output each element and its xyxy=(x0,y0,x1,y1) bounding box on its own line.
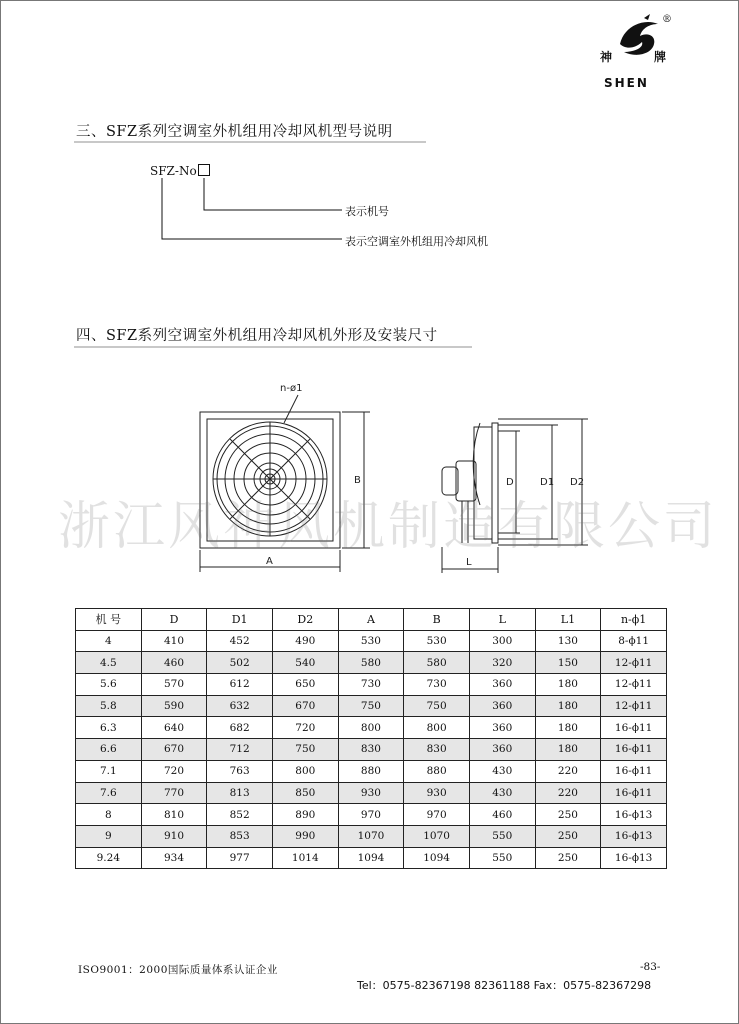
table-cell: 490 xyxy=(272,630,338,652)
table-cell: 180 xyxy=(535,695,601,717)
table-cell: 930 xyxy=(338,782,404,804)
model-box-icon xyxy=(198,164,210,176)
table-cell: 650 xyxy=(272,674,338,696)
table-cell: 16-ϕ13 xyxy=(601,825,667,847)
table-cell: 1070 xyxy=(404,825,470,847)
table-cell: 1014 xyxy=(272,847,338,869)
table-cell: 5.6 xyxy=(76,674,142,696)
table-cell: 830 xyxy=(404,739,470,761)
table-cell: 9.24 xyxy=(76,847,142,869)
table-cell: 810 xyxy=(141,804,207,826)
table-cell: 750 xyxy=(404,695,470,717)
table-cell: 580 xyxy=(338,652,404,674)
table-cell: 880 xyxy=(404,760,470,782)
table-cell: 1094 xyxy=(338,847,404,869)
table-cell: 800 xyxy=(338,717,404,739)
table-cell: 570 xyxy=(141,674,207,696)
table-cell: 5.8 xyxy=(76,695,142,717)
header-cell: D xyxy=(141,609,207,631)
table-cell: 430 xyxy=(469,760,535,782)
table-cell: 1070 xyxy=(338,825,404,847)
table-cell: 800 xyxy=(404,717,470,739)
table-cell: 220 xyxy=(535,760,601,782)
table-cell: 763 xyxy=(207,760,273,782)
table-cell: 934 xyxy=(141,847,207,869)
header-cell: n-ϕ1 xyxy=(601,609,667,631)
label-b: B xyxy=(354,475,361,486)
table-cell: 16-ϕ11 xyxy=(601,760,667,782)
note-fan-type: 表示空调室外机组用冷却风机 xyxy=(345,235,488,248)
table-cell: 540 xyxy=(272,652,338,674)
model-code-text: SFZ-No xyxy=(150,164,197,178)
table-cell: 590 xyxy=(141,695,207,717)
certification-text: ISO9001：2000国际质量体系认证企业 xyxy=(78,964,278,976)
table-row xyxy=(76,717,667,739)
table-cell: 530 xyxy=(338,630,404,652)
dimension-table xyxy=(75,608,667,869)
section3-underline xyxy=(74,141,426,143)
table-cell: 460 xyxy=(469,804,535,826)
table-cell: 830 xyxy=(338,739,404,761)
table-cell: 970 xyxy=(404,804,470,826)
table-row xyxy=(76,847,667,869)
table-cell: 452 xyxy=(207,630,273,652)
table-cell: 1094 xyxy=(404,847,470,869)
table-cell: 850 xyxy=(272,782,338,804)
table-cell: 16-ϕ11 xyxy=(601,782,667,804)
table-row xyxy=(76,630,667,652)
table-row xyxy=(76,674,667,696)
table-cell: 813 xyxy=(207,782,273,804)
table-cell: 853 xyxy=(207,825,273,847)
header-cell: L1 xyxy=(535,609,601,631)
table-cell: 720 xyxy=(272,717,338,739)
table-cell: 890 xyxy=(272,804,338,826)
table-cell: 6.6 xyxy=(76,739,142,761)
page-number: -83- xyxy=(640,961,661,973)
table-cell: 220 xyxy=(535,782,601,804)
note-machine-number: 表示机号 xyxy=(345,205,389,218)
table-cell: 8 xyxy=(76,804,142,826)
table-cell: 750 xyxy=(338,695,404,717)
table-cell: 9 xyxy=(76,825,142,847)
company-watermark: 浙江风神风机制造有限公司 xyxy=(58,497,719,557)
logo-char-left: 神 xyxy=(600,50,613,64)
table-cell: 612 xyxy=(207,674,273,696)
table-cell: 8-ϕ11 xyxy=(601,630,667,652)
table-cell: 977 xyxy=(207,847,273,869)
table-cell: 180 xyxy=(535,717,601,739)
table-cell: 250 xyxy=(535,825,601,847)
table-cell: 770 xyxy=(141,782,207,804)
table-cell: 430 xyxy=(469,782,535,804)
section3-title: 三、SFZ系列空调室外机组用冷却风机型号说明 xyxy=(76,124,393,140)
registered-mark: ® xyxy=(662,14,672,25)
table-cell: 150 xyxy=(535,652,601,674)
section4-title: 四、SFZ系列空调室外机组用冷却风机外形及安装尺寸 xyxy=(76,328,438,344)
table-cell: 852 xyxy=(207,804,273,826)
table-cell: 4.5 xyxy=(76,652,142,674)
table-cell: 530 xyxy=(404,630,470,652)
header-cell: D2 xyxy=(272,609,338,631)
table-cell: 250 xyxy=(535,847,601,869)
table-row xyxy=(76,652,667,674)
table-cell: 410 xyxy=(141,630,207,652)
table-cell: 300 xyxy=(469,630,535,652)
table-cell: 7.1 xyxy=(76,760,142,782)
table-header-row xyxy=(76,609,667,631)
table-row xyxy=(76,760,667,782)
table-cell: 910 xyxy=(141,825,207,847)
table-cell: 130 xyxy=(535,630,601,652)
logo-text: SHEN xyxy=(604,76,649,90)
table-cell: 550 xyxy=(469,825,535,847)
label-n-phi: n-ø1 xyxy=(280,383,303,394)
table-cell: 180 xyxy=(535,739,601,761)
contact-info: Tel：0575-82367198 82361188 Fax：0575-82367298 xyxy=(357,979,652,992)
table-cell: 800 xyxy=(272,760,338,782)
table-cell: 880 xyxy=(338,760,404,782)
table-cell: 360 xyxy=(469,695,535,717)
table-cell: 360 xyxy=(469,674,535,696)
brand-logo xyxy=(600,14,676,94)
table-cell: 670 xyxy=(141,739,207,761)
table-row xyxy=(76,804,667,826)
table-row xyxy=(76,695,667,717)
table-cell: 720 xyxy=(141,760,207,782)
logo-char-right: 牌 xyxy=(654,50,667,64)
table-cell: 970 xyxy=(338,804,404,826)
table-cell: 682 xyxy=(207,717,273,739)
label-d1: D1 xyxy=(540,477,555,488)
table-cell: 930 xyxy=(404,782,470,804)
table-cell: 730 xyxy=(404,674,470,696)
table-cell: 180 xyxy=(535,674,601,696)
table-cell: 7.6 xyxy=(76,782,142,804)
table-cell: 360 xyxy=(469,717,535,739)
table-row xyxy=(76,782,667,804)
table-cell: 16-ϕ11 xyxy=(601,717,667,739)
header-cell: L xyxy=(469,609,535,631)
table-cell: 640 xyxy=(141,717,207,739)
table-cell: 580 xyxy=(404,652,470,674)
section4-underline xyxy=(74,346,472,348)
table-cell: 990 xyxy=(272,825,338,847)
table-cell: 460 xyxy=(141,652,207,674)
table-cell: 712 xyxy=(207,739,273,761)
table-cell: 16-ϕ11 xyxy=(601,739,667,761)
table-cell: 6.3 xyxy=(76,717,142,739)
table-cell: 16-ϕ13 xyxy=(601,847,667,869)
label-l: L xyxy=(466,557,472,568)
header-cell: 机 号 xyxy=(76,609,142,631)
table-cell: 730 xyxy=(338,674,404,696)
table-cell: 12-ϕ11 xyxy=(601,674,667,696)
model-code-leader-lines xyxy=(150,176,350,246)
table-row xyxy=(76,739,667,761)
table-cell: 550 xyxy=(469,847,535,869)
label-d2: D2 xyxy=(570,477,585,488)
table-cell: 4 xyxy=(76,630,142,652)
table-cell: 360 xyxy=(469,739,535,761)
label-d: D xyxy=(506,477,514,488)
table-cell: 12-ϕ11 xyxy=(601,695,667,717)
table-cell: 670 xyxy=(272,695,338,717)
table-cell: 12-ϕ11 xyxy=(601,652,667,674)
header-cell: D1 xyxy=(207,609,273,631)
table-cell: 250 xyxy=(535,804,601,826)
label-a: A xyxy=(266,556,273,567)
header-cell: A xyxy=(338,609,404,631)
table-cell: 750 xyxy=(272,739,338,761)
table-row xyxy=(76,825,667,847)
table-cell: 320 xyxy=(469,652,535,674)
table-cell: 502 xyxy=(207,652,273,674)
table-cell: 16-ϕ13 xyxy=(601,804,667,826)
table-cell: 632 xyxy=(207,695,273,717)
header-cell: B xyxy=(404,609,470,631)
